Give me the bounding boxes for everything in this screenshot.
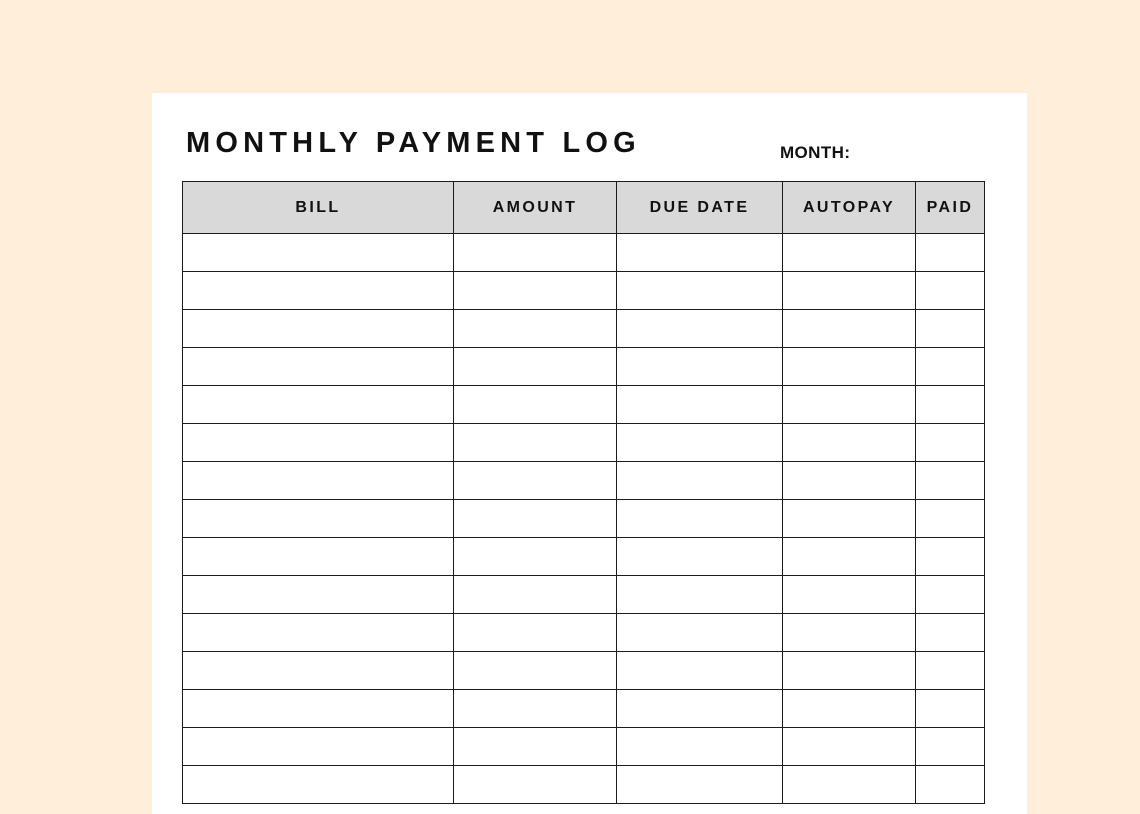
table-row (183, 690, 985, 728)
table-row (183, 538, 985, 576)
table-body (183, 234, 985, 804)
paid-cell[interactable] (916, 538, 985, 576)
table-row (183, 310, 985, 348)
amount-cell[interactable] (454, 614, 617, 652)
amount-cell[interactable] (454, 538, 617, 576)
table-row (183, 462, 985, 500)
paid-cell[interactable] (916, 652, 985, 690)
bill-cell[interactable] (183, 766, 454, 804)
table-row (183, 386, 985, 424)
due-date-cell[interactable] (617, 424, 783, 462)
bill-cell[interactable] (183, 424, 454, 462)
autopay-cell[interactable] (783, 272, 916, 310)
payment-log-sheet (152, 93, 1027, 814)
bill-cell[interactable] (183, 538, 454, 576)
due-date-cell[interactable] (617, 690, 783, 728)
paid-cell[interactable] (916, 690, 985, 728)
table-row (183, 766, 985, 804)
autopay-cell[interactable] (783, 766, 916, 804)
month-field-label: MONTH: (780, 143, 851, 162)
amount-cell[interactable] (454, 386, 617, 424)
amount-cell[interactable] (454, 728, 617, 766)
bill-cell[interactable] (183, 690, 454, 728)
paid-cell[interactable] (916, 272, 985, 310)
autopay-cell[interactable] (783, 234, 916, 272)
bill-cell[interactable] (183, 272, 454, 310)
paid-cell[interactable] (916, 310, 985, 348)
bill-cell[interactable] (183, 728, 454, 766)
autopay-cell[interactable] (783, 500, 916, 538)
due-date-cell[interactable] (617, 538, 783, 576)
due-date-cell[interactable] (617, 766, 783, 804)
due-date-cell[interactable] (617, 576, 783, 614)
autopay-cell[interactable] (783, 310, 916, 348)
amount-cell[interactable] (454, 424, 617, 462)
bill-cell[interactable] (183, 386, 454, 424)
bill-cell[interactable] (183, 652, 454, 690)
column-header-amount: AMOUNT (454, 182, 617, 234)
table-row (183, 614, 985, 652)
amount-cell[interactable] (454, 462, 617, 500)
bill-cell[interactable] (183, 462, 454, 500)
amount-cell[interactable] (454, 766, 617, 804)
autopay-cell[interactable] (783, 386, 916, 424)
bill-cell[interactable] (183, 614, 454, 652)
autopay-cell[interactable] (783, 690, 916, 728)
bill-cell[interactable] (183, 576, 454, 614)
bill-cell[interactable] (183, 310, 454, 348)
autopay-cell[interactable] (783, 728, 916, 766)
paid-cell[interactable] (916, 462, 985, 500)
autopay-cell[interactable] (783, 576, 916, 614)
paid-cell[interactable] (916, 500, 985, 538)
table-row (183, 424, 985, 462)
due-date-cell[interactable] (617, 348, 783, 386)
paid-cell[interactable] (916, 424, 985, 462)
table-row (183, 500, 985, 538)
paid-cell[interactable] (916, 614, 985, 652)
amount-cell[interactable] (454, 234, 617, 272)
autopay-cell[interactable] (783, 424, 916, 462)
column-header-due-date: DUE DATE (617, 182, 783, 234)
amount-cell[interactable] (454, 690, 617, 728)
amount-cell[interactable] (454, 500, 617, 538)
autopay-cell[interactable] (783, 538, 916, 576)
due-date-cell[interactable] (617, 462, 783, 500)
table-row (183, 728, 985, 766)
paid-cell[interactable] (916, 766, 985, 804)
due-date-cell[interactable] (617, 272, 783, 310)
payment-log-table (182, 181, 985, 804)
paid-cell[interactable] (916, 728, 985, 766)
paid-cell[interactable] (916, 348, 985, 386)
autopay-cell[interactable] (783, 462, 916, 500)
bill-cell[interactable] (183, 348, 454, 386)
column-header-autopay: AUTOPAY (783, 182, 916, 234)
autopay-cell[interactable] (783, 348, 916, 386)
due-date-cell[interactable] (617, 614, 783, 652)
column-header-paid: PAID (916, 182, 985, 234)
paid-cell[interactable] (916, 576, 985, 614)
bill-cell[interactable] (183, 234, 454, 272)
amount-cell[interactable] (454, 576, 617, 614)
due-date-cell[interactable] (617, 234, 783, 272)
due-date-cell[interactable] (617, 728, 783, 766)
paid-cell[interactable] (916, 386, 985, 424)
amount-cell[interactable] (454, 348, 617, 386)
table-row (183, 348, 985, 386)
due-date-cell[interactable] (617, 386, 783, 424)
autopay-cell[interactable] (783, 652, 916, 690)
column-header-bill: BILL (183, 182, 454, 234)
table-row (183, 234, 985, 272)
amount-cell[interactable] (454, 272, 617, 310)
table-row (183, 576, 985, 614)
amount-cell[interactable] (454, 652, 617, 690)
due-date-cell[interactable] (617, 652, 783, 690)
bill-cell[interactable] (183, 500, 454, 538)
due-date-cell[interactable] (617, 310, 783, 348)
due-date-cell[interactable] (617, 500, 783, 538)
amount-cell[interactable] (454, 310, 617, 348)
table-header-row (183, 182, 985, 234)
paid-cell[interactable] (916, 234, 985, 272)
page-title: MONTHLY PAYMENT LOG (186, 127, 641, 159)
table-row (183, 272, 985, 310)
autopay-cell[interactable] (783, 614, 916, 652)
table-row (183, 652, 985, 690)
